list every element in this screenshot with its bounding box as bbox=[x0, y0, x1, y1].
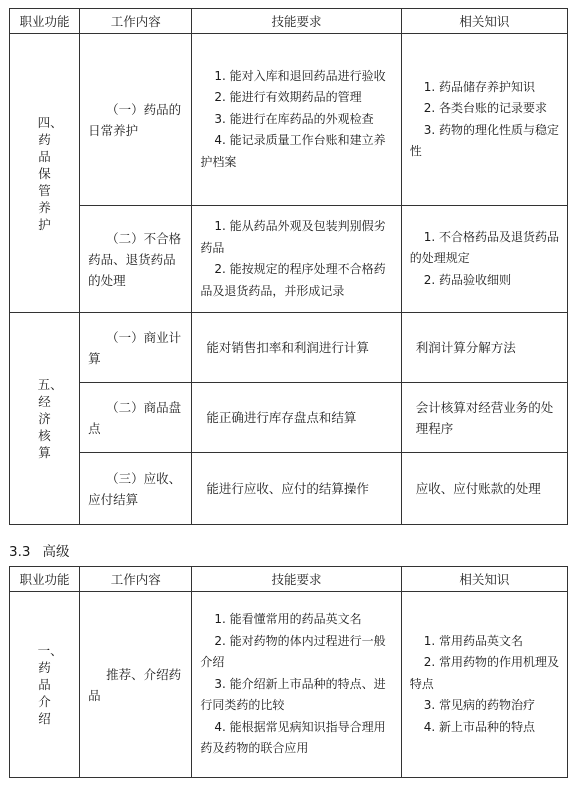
list-item: 2. 药品验收细则 bbox=[423, 272, 511, 287]
table-row bbox=[10, 206, 568, 313]
table-row bbox=[10, 313, 568, 383]
list-item: 1. 能看懂常用的药品英文名 bbox=[214, 612, 362, 627]
skills-cell bbox=[192, 206, 401, 313]
skills-cell: 能正确进行库存盘点和结算 bbox=[192, 383, 401, 453]
function-label: 四、药品保管养护 bbox=[37, 114, 63, 232]
list-item: 3. 常见病的药物治疗 bbox=[423, 698, 535, 713]
header-content: 工作内容 bbox=[80, 567, 192, 592]
skills-cell bbox=[192, 34, 401, 206]
knowledge-cell bbox=[401, 206, 567, 313]
table-row bbox=[10, 453, 568, 525]
section-heading bbox=[9, 540, 69, 560]
knowledge-cell: 利润计算分解方法 bbox=[401, 313, 567, 383]
work-content-cell: （一）商业计算 bbox=[80, 313, 192, 383]
function-label: 一、药品介绍 bbox=[37, 643, 63, 726]
function-cell bbox=[10, 34, 80, 313]
header-content: 工作内容 bbox=[80, 9, 192, 34]
work-content-cell: （二）不合格药品、退货药品的处理 bbox=[80, 206, 192, 313]
skills-table-advanced bbox=[9, 566, 568, 778]
header-skills: 技能要求 bbox=[192, 9, 401, 34]
function-cell bbox=[10, 313, 80, 525]
header-function: 职业功能 bbox=[10, 9, 80, 34]
knowledge-cell bbox=[401, 592, 567, 778]
knowledge-cell: 应收、应付账款的处理 bbox=[401, 453, 567, 525]
work-content-cell: （一）药品的日常养护 bbox=[80, 34, 192, 206]
header-skills: 技能要求 bbox=[192, 567, 401, 592]
list-item: 1. 药品储存养护知识 bbox=[423, 79, 535, 94]
table-row bbox=[10, 34, 568, 206]
list-item: 2. 各类台账的记录要求 bbox=[423, 101, 547, 115]
list-item: 1. 常用药品英文名 bbox=[423, 633, 523, 648]
list-item: 3. 药物的理化性质与稳定性 bbox=[409, 122, 559, 158]
list-item: 3. 能介绍新上市品种的特点、进行同类药的比较 bbox=[200, 676, 386, 713]
header-knowledge: 相关知识 bbox=[401, 9, 567, 34]
table-header-row bbox=[10, 9, 568, 34]
list-item: 1. 能从药品外观及包装判别假劣药品 bbox=[200, 219, 386, 255]
work-content-cell: （二）商品盘点 bbox=[80, 383, 192, 453]
list-item: 4. 能根据常见病知识指导合理用药及药物的联合应用 bbox=[200, 719, 386, 756]
section-number: 3.3 bbox=[9, 544, 31, 560]
list-item: 1. 不合格药品及退货药品的处理规定 bbox=[409, 229, 559, 266]
list-item: 1. 能对入库和退回药品进行验收 bbox=[214, 68, 386, 83]
skills-cell: 能进行应收、应付的结算操作 bbox=[192, 453, 401, 525]
list-item: 2. 能进行有效期药品的管理 bbox=[214, 90, 362, 105]
list-item: 3. 能进行在库药品的外观检查 bbox=[214, 111, 374, 126]
work-content-cell: 推荐、介绍药品 bbox=[80, 592, 192, 778]
knowledge-cell bbox=[401, 34, 567, 206]
function-label: 五、经济核算 bbox=[37, 377, 63, 460]
skills-table-intermediate bbox=[9, 8, 568, 525]
list-item: 2. 常用药物的作用机理及特点 bbox=[409, 655, 559, 691]
table-row bbox=[10, 383, 568, 453]
list-item: 4. 能记录质量工作台账和建立养护档案 bbox=[200, 133, 386, 169]
knowledge-cell: 会计核算对经营业务的处理程序 bbox=[401, 383, 567, 453]
table-row bbox=[10, 592, 568, 778]
skills-cell: 能对销售扣率和利润进行计算 bbox=[192, 313, 401, 383]
table-header-row bbox=[10, 567, 568, 592]
work-content-cell: （三）应收、应付结算 bbox=[80, 453, 192, 525]
list-item: 4. 新上市品种的特点 bbox=[423, 719, 535, 734]
skills-cell bbox=[192, 592, 401, 778]
header-knowledge: 相关知识 bbox=[401, 567, 567, 592]
section-title: 高级 bbox=[42, 544, 70, 560]
header-function: 职业功能 bbox=[10, 567, 80, 592]
function-cell bbox=[10, 592, 80, 778]
list-item: 2. 能对药物的体内过程进行一般介绍 bbox=[200, 633, 386, 670]
list-item: 2. 能按规定的程序处理不合格药品及退货药品，并形成记录 bbox=[200, 262, 386, 298]
